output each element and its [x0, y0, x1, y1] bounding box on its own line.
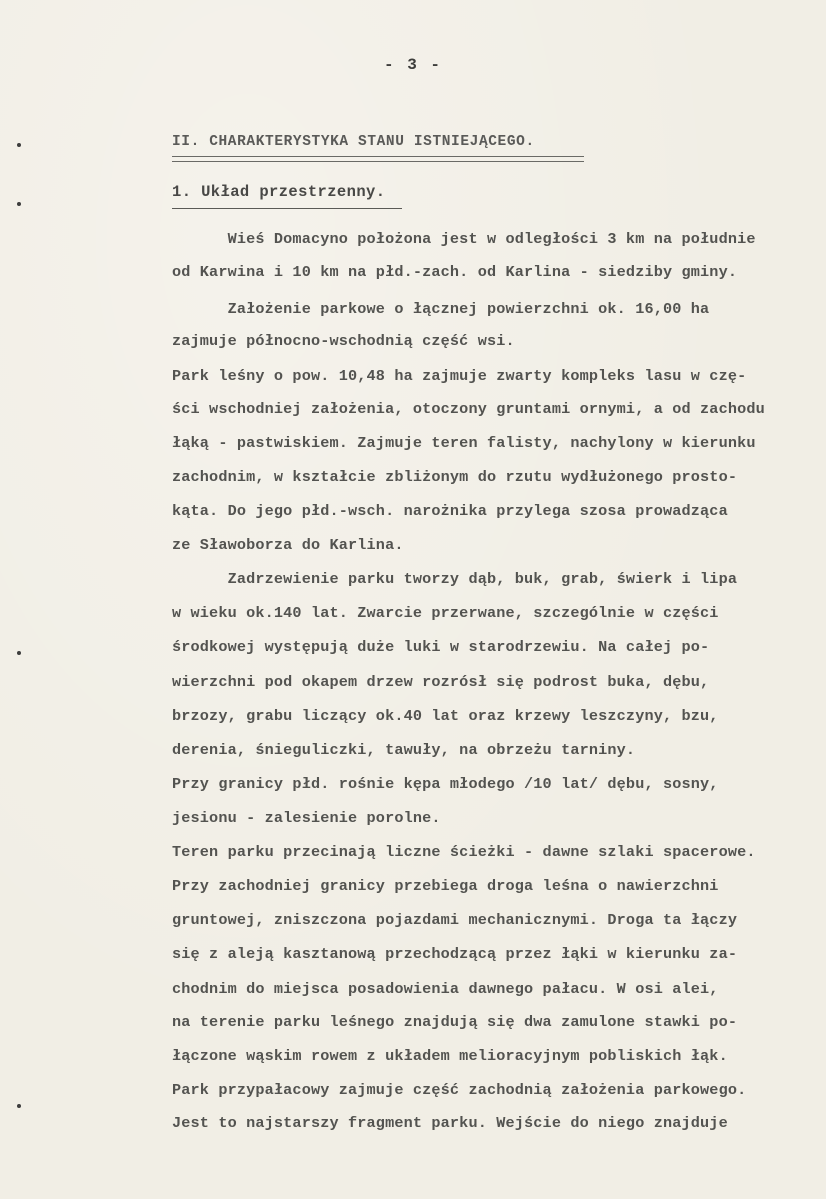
page-number: - 3 - [383, 56, 442, 74]
section-title-double-underline [172, 156, 584, 162]
text-line: chodnim do miejsca posadowienia dawnego pałacu. W osi alei, [172, 980, 719, 998]
punch-hole-mark [17, 651, 21, 655]
text-line: brzozy, grabu liczący ok.40 lat oraz krzewy leszczyny, bzu, [172, 707, 719, 725]
text-line: Przy granicy płd. rośnie kępa młodego /10 lat/ dębu, sosny, [172, 775, 719, 793]
section-title: II. CHARAKTERYSTYKA STANU ISTNIEJĄCEGO. [172, 134, 535, 150]
text-line: od Karwina i 10 km na płd.-zach. od Karlina - siedziby gminy. [172, 263, 738, 281]
punch-hole-mark [17, 143, 21, 147]
subsection-title-underline [172, 208, 402, 209]
text-line: Przy zachodniej granicy przebiega droga leśna o nawierzchni [172, 877, 719, 895]
text-line: gruntowej, zniszczona pojazdami mechanicznymi. Droga ta łączy [172, 911, 738, 929]
text-line: Zadrzewienie parku tworzy dąb, buk, grab, świerk i lipa [172, 570, 738, 588]
text-line: na terenie parku leśnego znajdują się dwa zamulone stawki po- [172, 1013, 738, 1031]
text-line: w wieku ok.140 lat. Zwarcie przerwane, szczególnie w części [172, 604, 719, 622]
text-line: derenia, śnieguliczki, tawuły, na obrzeżu tarniny. [172, 741, 636, 759]
subsection-title: 1. Układ przestrzenny. [172, 183, 386, 201]
text-line: zachodnim, w kształcie zbliżonym do rzutu wydłużonego prosto- [172, 468, 738, 486]
text-line: zajmuje północno-wschodnią część wsi. [172, 332, 515, 350]
text-line: kąta. Do jego płd.-wsch. narożnika przylega szosa prowadząca [172, 502, 728, 520]
text-line: Park przypałacowy zajmuje część zachodnią założenia parkowego. [172, 1081, 747, 1099]
text-line: się z aleją kasztanową przechodzącą przez łąki w kierunku za- [172, 945, 738, 963]
text-line: ści wschodniej założenia, otoczony gruntami ornymi, a od zachodu [172, 400, 765, 418]
text-line: jesionu - zalesienie porolne. [172, 809, 441, 827]
text-line: środkowej występują duże luki w starodrzewiu. Na całej po- [172, 638, 710, 656]
text-line: wierzchni pod okapem drzew rozrósł się podrost buka, dębu, [172, 673, 710, 691]
text-line: Założenie parkowe o łącznej powierzchni ok. 16,00 ha [172, 300, 710, 318]
text-line: Jest to najstarszy fragment parku. Wejście do niego znajduje [172, 1114, 728, 1132]
text-line: łączone wąskim rowem z układem melioracyjnym pobliskich łąk. [172, 1047, 728, 1065]
text-line: ze Sławoborza do Karlina. [172, 536, 404, 554]
text-line: Teren parku przecinają liczne ścieżki - dawne szlaki spacerowe. [172, 843, 756, 861]
text-line: Park leśny o pow. 10,48 ha zajmuje zwarty kompleks lasu w czę- [172, 367, 747, 385]
punch-hole-mark [17, 202, 21, 206]
punch-hole-mark [17, 1104, 21, 1108]
text-line: Wieś Domacyno położona jest w odległości 3 km na południe [172, 230, 756, 248]
text-line: łąką - pastwiskiem. Zajmuje teren falisty, nachylony w kierunku [172, 434, 756, 452]
